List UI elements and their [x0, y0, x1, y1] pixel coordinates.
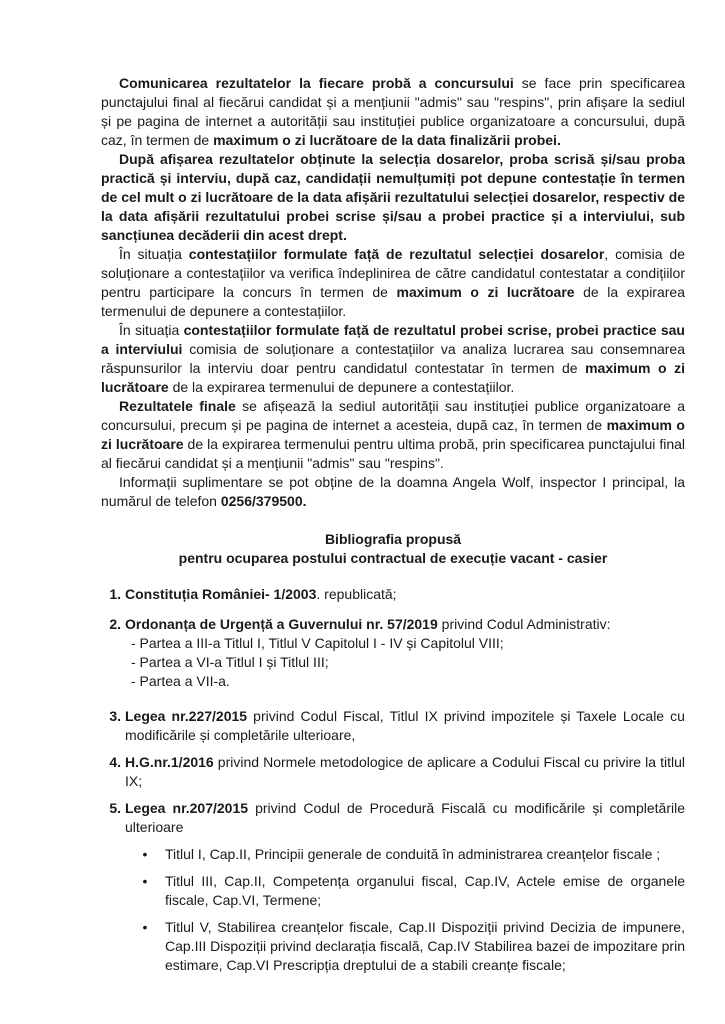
bold-text: maximum o zi lucrătoare [101, 417, 685, 452]
bibliography-item-2 [101, 615, 685, 691]
bold-text: Rezultatele finale [119, 398, 236, 414]
bullet-text: Titlul V, Stabilirea creanțelor fiscale, Cap.II Dispoziții privind Decizia de impunere, Cap.III Dispoziții privind declarația fiscală, Cap.IV Stabilirea bazei de impozitare prin estimare, Cap.VI Prescripția dreptului de a stabili creanțe fiscale; [165, 919, 685, 973]
bibliography-title: Bibliografia propusă [324, 531, 462, 547]
text: privind Codul de Procedură Fiscală cu modificările și completările ulterioare [125, 800, 685, 835]
item-body [125, 615, 685, 691]
bold-text: maximum o zi lucrătoare [396, 284, 575, 300]
item-number: 4. [109, 754, 121, 770]
text: privind Codul Fiscal, Titlul IX privind impozitele și Taxele Locale cu modificările și completările ulterioare, [125, 708, 685, 743]
bold-text: Constituția României- 1/2003 [125, 586, 317, 602]
text: de la expirarea termenului de depunere a contestațiilor. [101, 284, 685, 319]
bold-text: După afișarea rezultatelor obținute la selecția dosarelor, proba scrisă și/sau proba practică și interviu, după caz, candidații nemulțumiți pot depune contestație în termen de cel mult o zi lucrătoare de la data afișării rezultatului selecției dosarelor, respectiv de la data afișării rezultatului probei scrise și/sau a probei practice și a interviului, sub sancțiunea decăderii din acest drept. [101, 151, 685, 243]
bullet-text: Titlul I, Cap.II, Principii generale de conduită în administrarea creanțelor fiscale ; [165, 846, 661, 862]
bullet-item [125, 845, 685, 864]
text: În situația [119, 246, 189, 262]
bullet-item [125, 872, 685, 910]
item-number: 3. [109, 708, 121, 724]
bullet-list [125, 845, 685, 975]
bullet-icon: • [142, 846, 148, 862]
text: se afișează la sediul autorității sau instituției publice organizatoare a concursului, precum și pe pagina de internet a acesteia, după caz, în termen de [101, 398, 685, 433]
sub-item: - Partea a VI-a Titlul I și Titlul III; [131, 654, 329, 670]
bold-text: contestațiilor formulate față de rezultatul probei scrise, probei practice sau a interviului [101, 322, 685, 357]
bibliography-item-3 [101, 707, 685, 745]
paragraph-contestation-deadline [101, 150, 685, 245]
bold-text: Ordonanța de Urgență a Guvernului nr. 57/2019 [125, 616, 438, 632]
paragraph-contact-info [101, 473, 685, 511]
paragraph-communication [101, 74, 685, 150]
text: privind Codul Administrativ: [437, 616, 611, 632]
bold-text: Comunicarea rezultatelor la fiecare probă a concursului [119, 75, 514, 91]
item-number: 5. [109, 800, 121, 816]
paragraph-contestation-dossier [101, 245, 685, 321]
bibliography-item-4 [101, 753, 685, 791]
sub-item: - Partea a III-a Titlul I, Titlul V Capitolul I - IV și Capitolul VIII; [131, 635, 504, 651]
text: de la expirarea termenului de depunere a contestațiilor. [168, 379, 515, 395]
bullet-icon: • [142, 919, 148, 935]
item-body [125, 707, 685, 745]
bold-text: contestațiilor formulate față de rezultatul selecției dosarelor [188, 246, 605, 262]
item-number: 1. [109, 586, 121, 602]
bullet-icon: • [142, 873, 148, 889]
text: , comisia de soluționare a contestațiilor va verifica îndeplinirea de către candidatul contestatar a condițiilor pentru participare la concurs în termen de [101, 246, 685, 300]
paragraph-contestation-written [101, 321, 685, 397]
text: . republicată; [316, 586, 397, 602]
item-body [125, 799, 685, 975]
item-body [125, 753, 685, 791]
bullet-text: Titlul III, Cap.II, Competența organului fiscal, Cap.IV, Actele emise de organele fiscale, Cap.VI, Termene; [165, 873, 685, 908]
sub-item: - Partea a VII-a. [131, 673, 230, 689]
text: Informații suplimentare se pot obține de la doamna Angela Wolf, inspector I principal, la numărul de telefon [101, 474, 685, 509]
item-number: 2. [109, 616, 121, 632]
bullet-item [125, 918, 685, 975]
bold-text: maximum o zi lucrătoare de la data finalizării probei. [213, 132, 561, 148]
text: se face prin specificarea punctajului final al fiecărui candidat și a mențiunii "admis" sau "respins", prin afișare la sediul și pe pagina de internet a autorității sau instituției publice organizatoare a concursului, după caz, în termen de [101, 75, 686, 148]
item-body [125, 585, 685, 604]
bibliography-item-1 [101, 585, 685, 604]
paragraph-final-results [101, 397, 685, 473]
bold-text: Legea nr.207/2015 [125, 800, 249, 816]
bold-text: Legea nr.227/2015 [125, 708, 248, 724]
phone-number: 0256/379500. [220, 493, 307, 509]
bibliography-item-5 [101, 799, 685, 975]
text: comisia de soluționare a contestațiilor va analiza lucrarea sau consemnarea răspunsurilor la interviu doar pentru candidatul contestatar în termen de [101, 341, 685, 376]
bold-text: H.G.nr.1/2016 [125, 754, 214, 770]
text: În situația [119, 322, 184, 338]
text: de la expirarea termenului pentru ultima probă, prin specificarea punctajului final al fiecărui candidat și a mențiunii "admis" sau "respins". [101, 436, 685, 471]
bold-text: maximum o zi lucrătoare [101, 360, 685, 395]
bibliography-subtitle: pentru ocuparea postului contractual de execuție vacant - casier [178, 550, 608, 566]
text: privind Normele metodologice de aplicare a Codului Fiscal cu privire la titlul IX; [125, 754, 685, 789]
